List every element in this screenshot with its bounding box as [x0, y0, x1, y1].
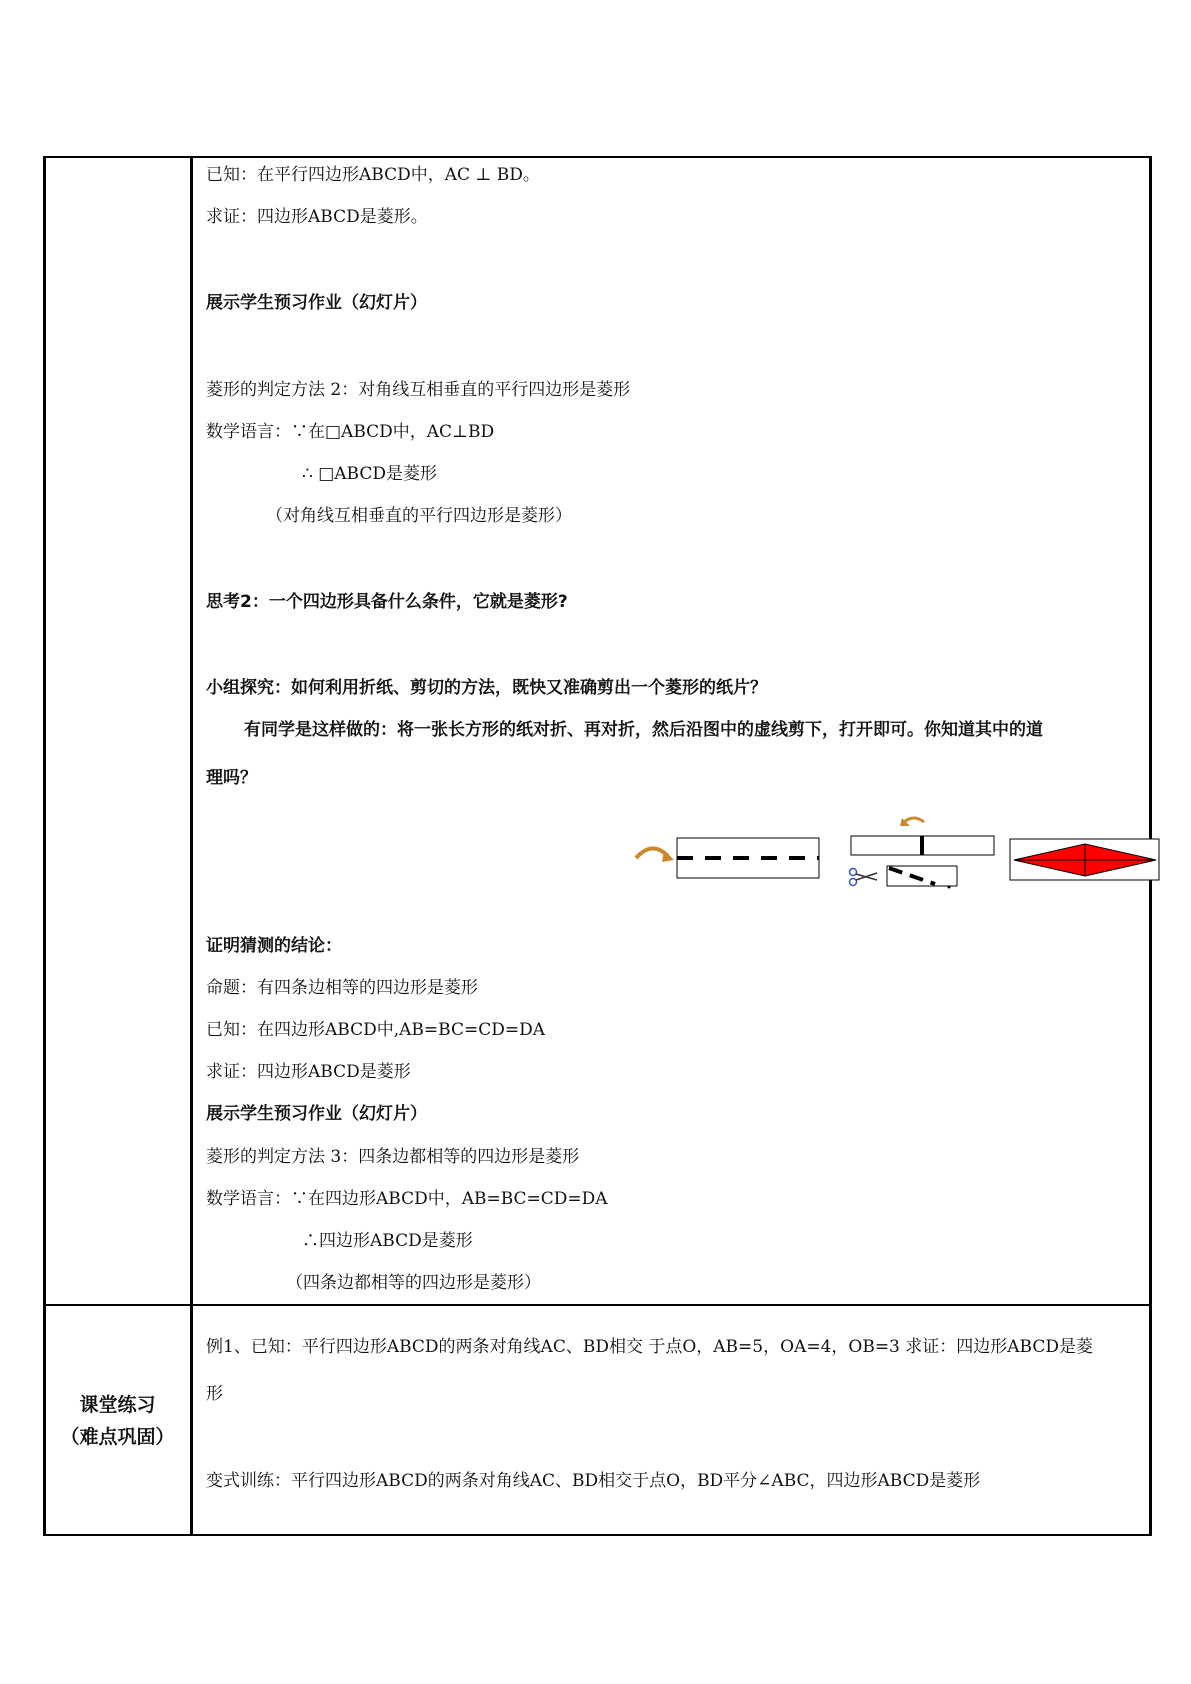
scissors-icon	[850, 869, 878, 886]
math-language-line-2: 数学语言：∵在四边形ABCD中，AB=BC=CD=DA	[206, 1189, 608, 1209]
preview-heading: 展示学生预习作业（幻灯片）	[206, 293, 427, 313]
prove-line: 求证：四边形ABCD是菱形。	[206, 207, 428, 227]
group-inquiry-heading: 小组探究：如何利用折纸、剪切的方法，既快又准确剪出一个菱形的纸片？	[206, 678, 767, 698]
method-2-reason: （对角线互相垂直的平行四边形是菱形）	[266, 506, 572, 526]
proof-conclusion-heading: 证明猜测的结论：	[206, 936, 342, 956]
math-language-line: 数学语言：∵在□ABCD中，AC⊥BD	[206, 422, 495, 442]
folding-description: 有同学是这样做的：将一张长方形的纸对折、再对折，然后沿图中的虚线剪下，打开即可。你知道其中的道	[244, 720, 1043, 740]
given-line-2: 已知：在四边形ABCD中,AB=BC=CD=DA	[206, 1020, 545, 1040]
preview-heading-2: 展示学生预习作业（幻灯片）	[206, 1104, 427, 1124]
fold-arrow-head	[662, 850, 674, 862]
example-1-end: 形	[206, 1384, 223, 1404]
think-2-heading: 思考2：一个四边形具备什么条件，它就是菱形?	[206, 592, 568, 612]
variant-training-line: 变式训练：平行四边形ABCD的两条对角线AC、BD相交于点O，BD平分∠ABC，四边形ABCD是菱形	[206, 1471, 981, 1491]
proposition-line: 命题：有四条边相等的四边形是菱形	[206, 978, 478, 998]
row-label-practice: 课堂练习	[79, 1394, 156, 1416]
folding-description-end: 理吗？	[206, 768, 257, 788]
example-1-line: 例1、已知：平行四边形ABCD的两条对角线AC、BD相交 于点O，AB=5，OA=4，OB=3 求证：四边形ABCD是菱	[206, 1337, 1094, 1357]
fold-arrow-small-icon	[904, 818, 924, 822]
method-2-line: 菱形的判定方法 2：对角线互相垂直的平行四边形是菱形	[206, 380, 631, 400]
therefore-line-2: ∴四边形ABCD是菱形	[302, 1231, 473, 1251]
therefore-line: ∴ □ABCD是菱形	[302, 464, 438, 484]
prove-line-2: 求证：四边形ABCD是菱形	[206, 1062, 411, 1082]
row-label-difficulty: （难点巩固）	[60, 1426, 175, 1448]
method-3-reason: （四条边都相等的四边形是菱形）	[286, 1273, 541, 1293]
method-3-line: 菱形的判定方法 3：四条边都相等的四边形是菱形	[206, 1147, 580, 1167]
given-line: 已知：在平行四边形ABCD中，AC ⊥ BD。	[206, 165, 540, 185]
